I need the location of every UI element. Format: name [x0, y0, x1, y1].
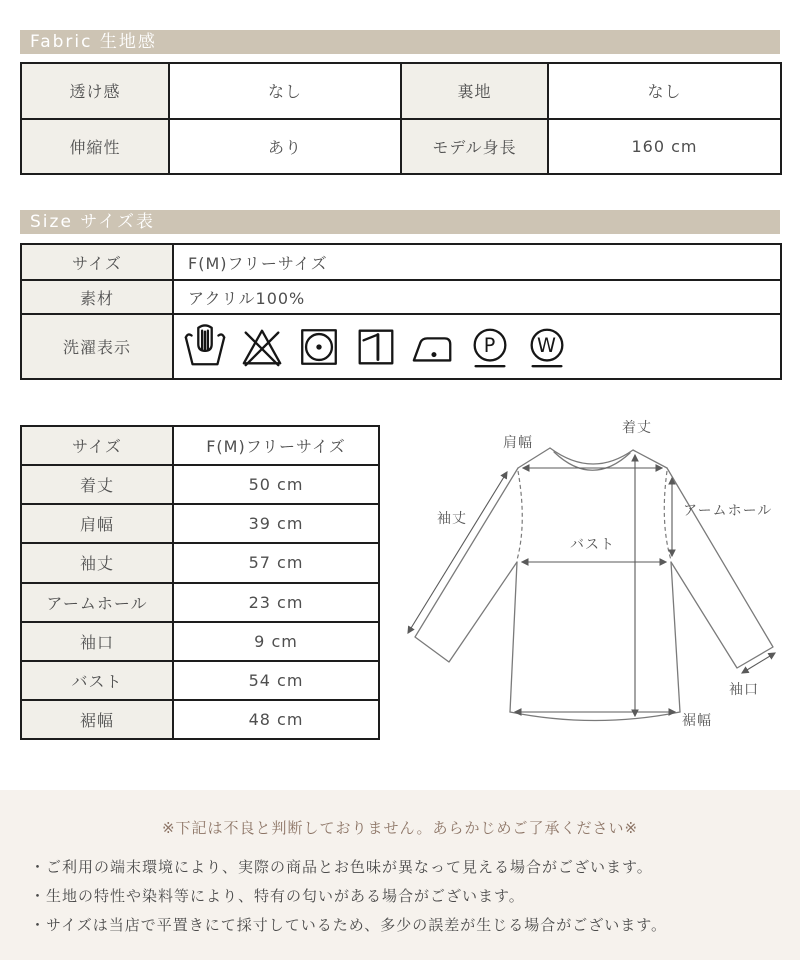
measurement-row	[21, 465, 379, 504]
sleeve-length-value: 57 cm	[173, 543, 379, 582]
hem-width-label: 裾幅	[21, 700, 173, 739]
size-section-header	[20, 210, 780, 234]
diagram-label-body-length: 着丈	[622, 420, 652, 436]
bust-value: 54 cm	[173, 661, 379, 700]
garment-measurement-diagram	[395, 415, 800, 750]
care-symbols-cell	[173, 314, 781, 379]
size-label: サイズ	[21, 244, 173, 280]
cuff-value: 9 cm	[173, 622, 379, 661]
model-height-label: モデル身長	[401, 119, 548, 175]
bust-label: バスト	[21, 661, 173, 700]
sheerness-value: なし	[169, 63, 401, 119]
care-label: 洗濯表示	[21, 314, 173, 379]
care-icons-row	[182, 323, 780, 371]
measurement-row	[21, 543, 379, 582]
tumble-dry-low-icon	[296, 323, 342, 371]
diagram-label-shoulder-width: 肩幅	[503, 435, 533, 451]
fabric-table	[20, 62, 782, 175]
fabric-table-row	[21, 63, 781, 119]
disclaimer-item: ・ご利用の端末環境により、実際の商品とお色味が異なって見える場合がございます。	[30, 858, 653, 876]
disclaimer-panel	[0, 790, 800, 960]
sleeve-length-label: 袖丈	[21, 543, 173, 582]
sheerness-label: 透け感	[21, 63, 169, 119]
svg-text:P: P	[483, 333, 497, 357]
iron-low-icon	[410, 323, 456, 371]
measurement-row	[21, 700, 379, 739]
measurements-size-value: F(M)フリーサイズ	[173, 426, 379, 465]
spec-row-material	[21, 280, 781, 314]
measurement-row	[21, 504, 379, 543]
measurement-row	[21, 622, 379, 661]
size-value: F(M)フリーサイズ	[173, 244, 781, 280]
measurement-row	[21, 583, 379, 622]
fabric-section-header	[20, 30, 780, 54]
disclaimer-item: ・生地の特性や染料等により、特有の匂いがある場合がございます。	[30, 887, 525, 905]
disclaimer-item: ・サイズは当店で平置きにて採寸しているため、多少の誤差が生じる場合がございます。	[30, 916, 668, 934]
garment-outline	[415, 448, 773, 721]
diagram-label-cuff: 袖口	[729, 682, 759, 698]
spec-row-size	[21, 244, 781, 280]
svg-text:W: W	[537, 333, 557, 357]
stretch-value: あり	[169, 119, 401, 175]
model-height-value: 160 cm	[548, 119, 781, 175]
measurement-arrows	[408, 455, 775, 716]
diagram-label-hem-width: 裾幅	[682, 713, 712, 729]
size-section-title: Size サイズ表	[30, 212, 155, 232]
armhole-label: アームホール	[21, 583, 173, 622]
disclaimer-title: ※下記は不良と判断しておりません。あらかじめご了承ください※	[161, 819, 639, 837]
wet-clean-w-icon	[524, 323, 570, 371]
diagram-label-sleeve-length: 袖丈	[437, 511, 467, 527]
shoulder-width-label: 肩幅	[21, 504, 173, 543]
body-length-label: 着丈	[21, 465, 173, 504]
material-value: アクリル100%	[173, 280, 781, 314]
spec-row-care	[21, 314, 781, 379]
diagram-label-bust: バスト	[570, 537, 615, 553]
measurements-header-row	[21, 426, 379, 465]
line-dry-in-shade-icon	[353, 323, 399, 371]
measurements-table	[20, 425, 380, 740]
lining-value: なし	[548, 63, 781, 119]
hem-width-value: 48 cm	[173, 700, 379, 739]
diagram-label-armhole: アームホール	[683, 503, 773, 519]
stretch-label: 伸縮性	[21, 119, 169, 175]
dry-clean-p-icon	[467, 323, 513, 371]
do-not-bleach-icon	[239, 323, 285, 371]
measurements-size-label: サイズ	[21, 426, 173, 465]
fabric-section-title: Fabric 生地感	[30, 32, 157, 52]
lining-label: 裏地	[401, 63, 548, 119]
spec-table	[20, 243, 782, 380]
cuff-label: 袖口	[21, 622, 173, 661]
shoulder-width-value: 39 cm	[173, 504, 379, 543]
fabric-table-row	[21, 119, 781, 175]
disclaimer-list	[0, 853, 800, 940]
body-length-value: 50 cm	[173, 465, 379, 504]
hand-wash-icon	[182, 323, 228, 371]
armhole-value: 23 cm	[173, 583, 379, 622]
material-label: 素材	[21, 280, 173, 314]
measurement-row	[21, 661, 379, 700]
